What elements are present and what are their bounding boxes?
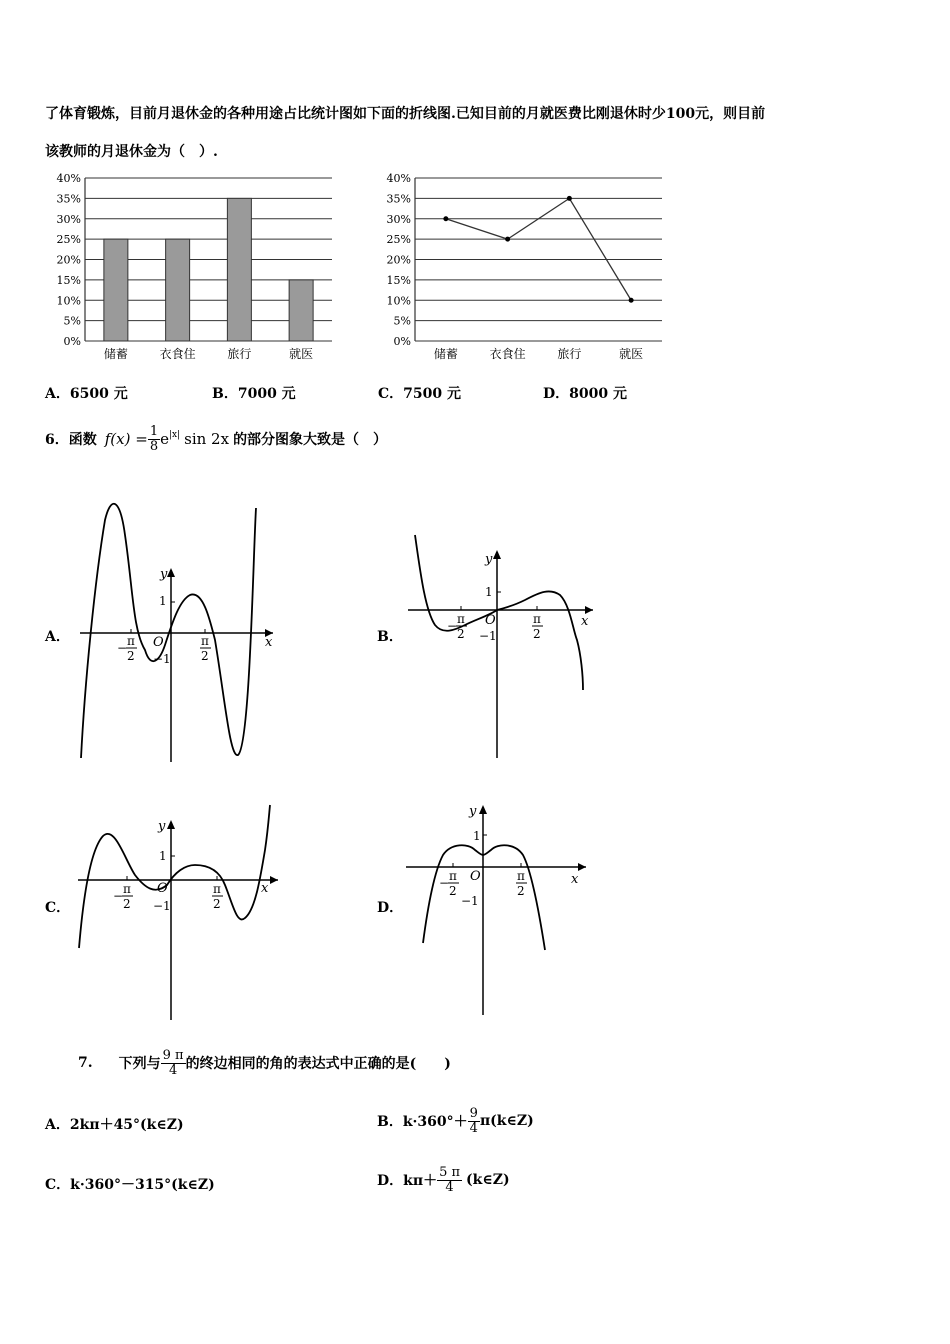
y-tick-label: 0% — [63, 335, 81, 348]
tick-pi: π — [517, 869, 525, 883]
tick-neg-one: −1 — [153, 899, 171, 913]
q6-option-b[interactable]: B． — [377, 629, 403, 645]
minus-sign: − — [117, 641, 128, 655]
formula-sin: sin 2x — [184, 430, 230, 448]
q5-line1: 了体育锻炼，目前月退休金的各种用途占比统计图如下面的折线图.已知目前的月就医费比刚退休时少100元，则目前 — [45, 106, 766, 122]
bar — [104, 239, 128, 341]
option-label: C． — [378, 386, 404, 402]
y-axis-label: y — [158, 819, 166, 834]
y-tick-label: 35% — [56, 192, 81, 206]
tick-two: 2 — [127, 649, 135, 663]
y-tick-label: 30% — [56, 212, 81, 226]
y-tick-label: 15% — [386, 273, 411, 287]
bar — [227, 198, 251, 341]
x-tick-label: 旅行 — [227, 347, 252, 361]
option-pre: k·360°＋ — [402, 1114, 468, 1130]
y-tick-label: 20% — [56, 253, 81, 267]
graph-c — [75, 800, 285, 1022]
tick-neg-one: −1 — [461, 894, 479, 908]
option-post: (k∈Z) — [466, 1172, 510, 1188]
q6-pre: 函数 — [68, 432, 97, 448]
option-text: 2kπ＋45°(k∈Z) — [69, 1117, 184, 1133]
x-tick-label: 储蓄 — [433, 347, 458, 361]
tick-two: 2 — [517, 884, 525, 898]
tick-neg-one: −1 — [479, 629, 497, 643]
option-label: D． — [377, 1173, 404, 1189]
formula-fraction: $\frac{1}{8}$ — [149, 423, 159, 454]
x-axis-label: x — [571, 872, 579, 887]
option-label: A． — [45, 386, 70, 402]
q5-option-a[interactable] — [45, 383, 128, 403]
q6-option-c[interactable]: C． — [45, 900, 71, 916]
x-axis-label: x — [261, 881, 269, 896]
q6-number: 6． — [45, 432, 69, 448]
option-label: C． — [45, 1177, 71, 1193]
data-point — [443, 216, 448, 221]
option-pre: kπ＋ — [403, 1173, 438, 1189]
bar-chart — [40, 168, 340, 368]
y-tick-label: 5% — [63, 314, 81, 328]
tick-one: 1 — [159, 849, 167, 863]
x-tick-label: 就医 — [289, 347, 314, 361]
y-axis-label: y — [469, 804, 477, 819]
x-tick-label: 衣食住 — [489, 347, 526, 361]
tick-two: 2 — [449, 884, 457, 898]
option-fraction: $\frac{5 \pi}{4}$ — [439, 1164, 461, 1195]
tick-pi: π — [213, 882, 221, 896]
formula-exp: |x| — [168, 430, 181, 440]
series-line — [446, 198, 631, 300]
tick-one: 1 — [159, 594, 167, 608]
option-value: 7000 元 — [237, 386, 296, 402]
q7-fraction: $\frac{9 \pi}{4}$ — [162, 1047, 184, 1078]
tick-two: 2 — [213, 897, 221, 911]
graph-b — [405, 530, 600, 760]
x-tick-label: 就医 — [619, 347, 644, 361]
origin-label: O — [157, 881, 168, 896]
y-tick-label: 20% — [386, 253, 411, 267]
tick-pi: π — [533, 612, 541, 626]
tick-two: 2 — [533, 627, 541, 641]
bar — [166, 239, 190, 341]
data-point — [567, 196, 572, 201]
origin-label: O — [485, 613, 496, 628]
option-value: 8000 元 — [569, 386, 627, 402]
q7-option-c[interactable] — [45, 1174, 215, 1194]
y-tick-label: 35% — [386, 192, 411, 206]
q6-post: 的部分图象大致是（ ） — [233, 432, 388, 448]
y-axis-label: y — [160, 567, 168, 582]
graph-a — [75, 500, 280, 765]
tick-pi: π — [201, 634, 209, 648]
q7-number: 7. — [78, 1055, 93, 1071]
q7-option-b[interactable] — [377, 1096, 534, 1146]
x-tick-label: 储蓄 — [103, 347, 128, 361]
minus-sign: − — [447, 619, 458, 633]
tick-neg-one: −1 — [153, 652, 171, 666]
minus-sign: − — [113, 889, 124, 903]
q6-option-a[interactable]: A． — [45, 629, 70, 645]
option-value: 6500 元 — [69, 386, 128, 402]
option-text: k·360°－315°(k∈Z) — [70, 1177, 215, 1193]
q6-formula — [105, 425, 229, 454]
origin-label: O — [470, 869, 481, 884]
q5-option-c[interactable] — [378, 383, 461, 403]
x-tick-label: 衣食住 — [159, 347, 196, 361]
q5-line2: 该教师的月退休金为（ ）. — [45, 144, 218, 160]
q7-stem — [78, 1038, 451, 1088]
y-tick-label: 25% — [56, 233, 81, 247]
graph-d — [403, 795, 593, 1017]
formula-e: e — [160, 430, 169, 448]
y-axis-label: y — [485, 552, 493, 567]
option-label: D． — [543, 386, 570, 402]
option-post: π(k∈Z) — [479, 1113, 534, 1129]
tick-one: 1 — [485, 585, 493, 599]
tick-pi: π — [449, 869, 457, 883]
tick-two: 2 — [123, 897, 131, 911]
q6-option-d[interactable]: D． — [377, 900, 404, 916]
q6-stem — [45, 414, 387, 464]
y-tick-label: 40% — [56, 172, 81, 185]
y-tick-label: 15% — [56, 273, 81, 287]
y-tick-label: 25% — [386, 233, 411, 247]
option-fraction: $\frac{9}{4}$ — [469, 1105, 478, 1136]
x-tick-label: 旅行 — [557, 347, 582, 361]
y-tick-label: 10% — [386, 294, 411, 308]
y-tick-label: 30% — [386, 212, 411, 226]
bar — [289, 280, 313, 341]
option-value: 7500 元 — [403, 386, 461, 402]
x-axis-label: x — [265, 635, 273, 650]
option-label: B． — [377, 1114, 403, 1130]
y-tick-label: 0% — [393, 335, 411, 348]
x-axis-label: x — [581, 614, 589, 629]
tick-pi: π — [123, 882, 131, 896]
origin-label: O — [153, 635, 164, 650]
formula-f: f(x) = — [104, 430, 148, 448]
q7-post: 的终边相同的角的表达式中正确的是( ) — [185, 1056, 451, 1072]
q7-pre: 下列与 — [118, 1056, 161, 1072]
q5-option-b[interactable] — [212, 383, 296, 403]
option-label: A． — [45, 1117, 70, 1133]
q7-option-a[interactable] — [45, 1114, 184, 1134]
y-tick-label: 40% — [386, 172, 411, 185]
minus-sign: − — [439, 876, 450, 890]
tick-pi: π — [127, 634, 135, 648]
option-label: B． — [212, 386, 238, 402]
data-point — [629, 298, 634, 303]
data-point — [505, 237, 510, 242]
y-tick-label: 5% — [393, 314, 411, 328]
tick-pi: π — [457, 612, 465, 626]
q5-option-d[interactable] — [543, 383, 627, 403]
q7-option-d[interactable] — [377, 1155, 510, 1205]
y-tick-label: 10% — [56, 294, 81, 308]
tick-one: 1 — [473, 829, 481, 843]
line-chart — [370, 168, 670, 368]
tick-two: 2 — [201, 649, 209, 663]
tick-two: 2 — [457, 627, 465, 641]
